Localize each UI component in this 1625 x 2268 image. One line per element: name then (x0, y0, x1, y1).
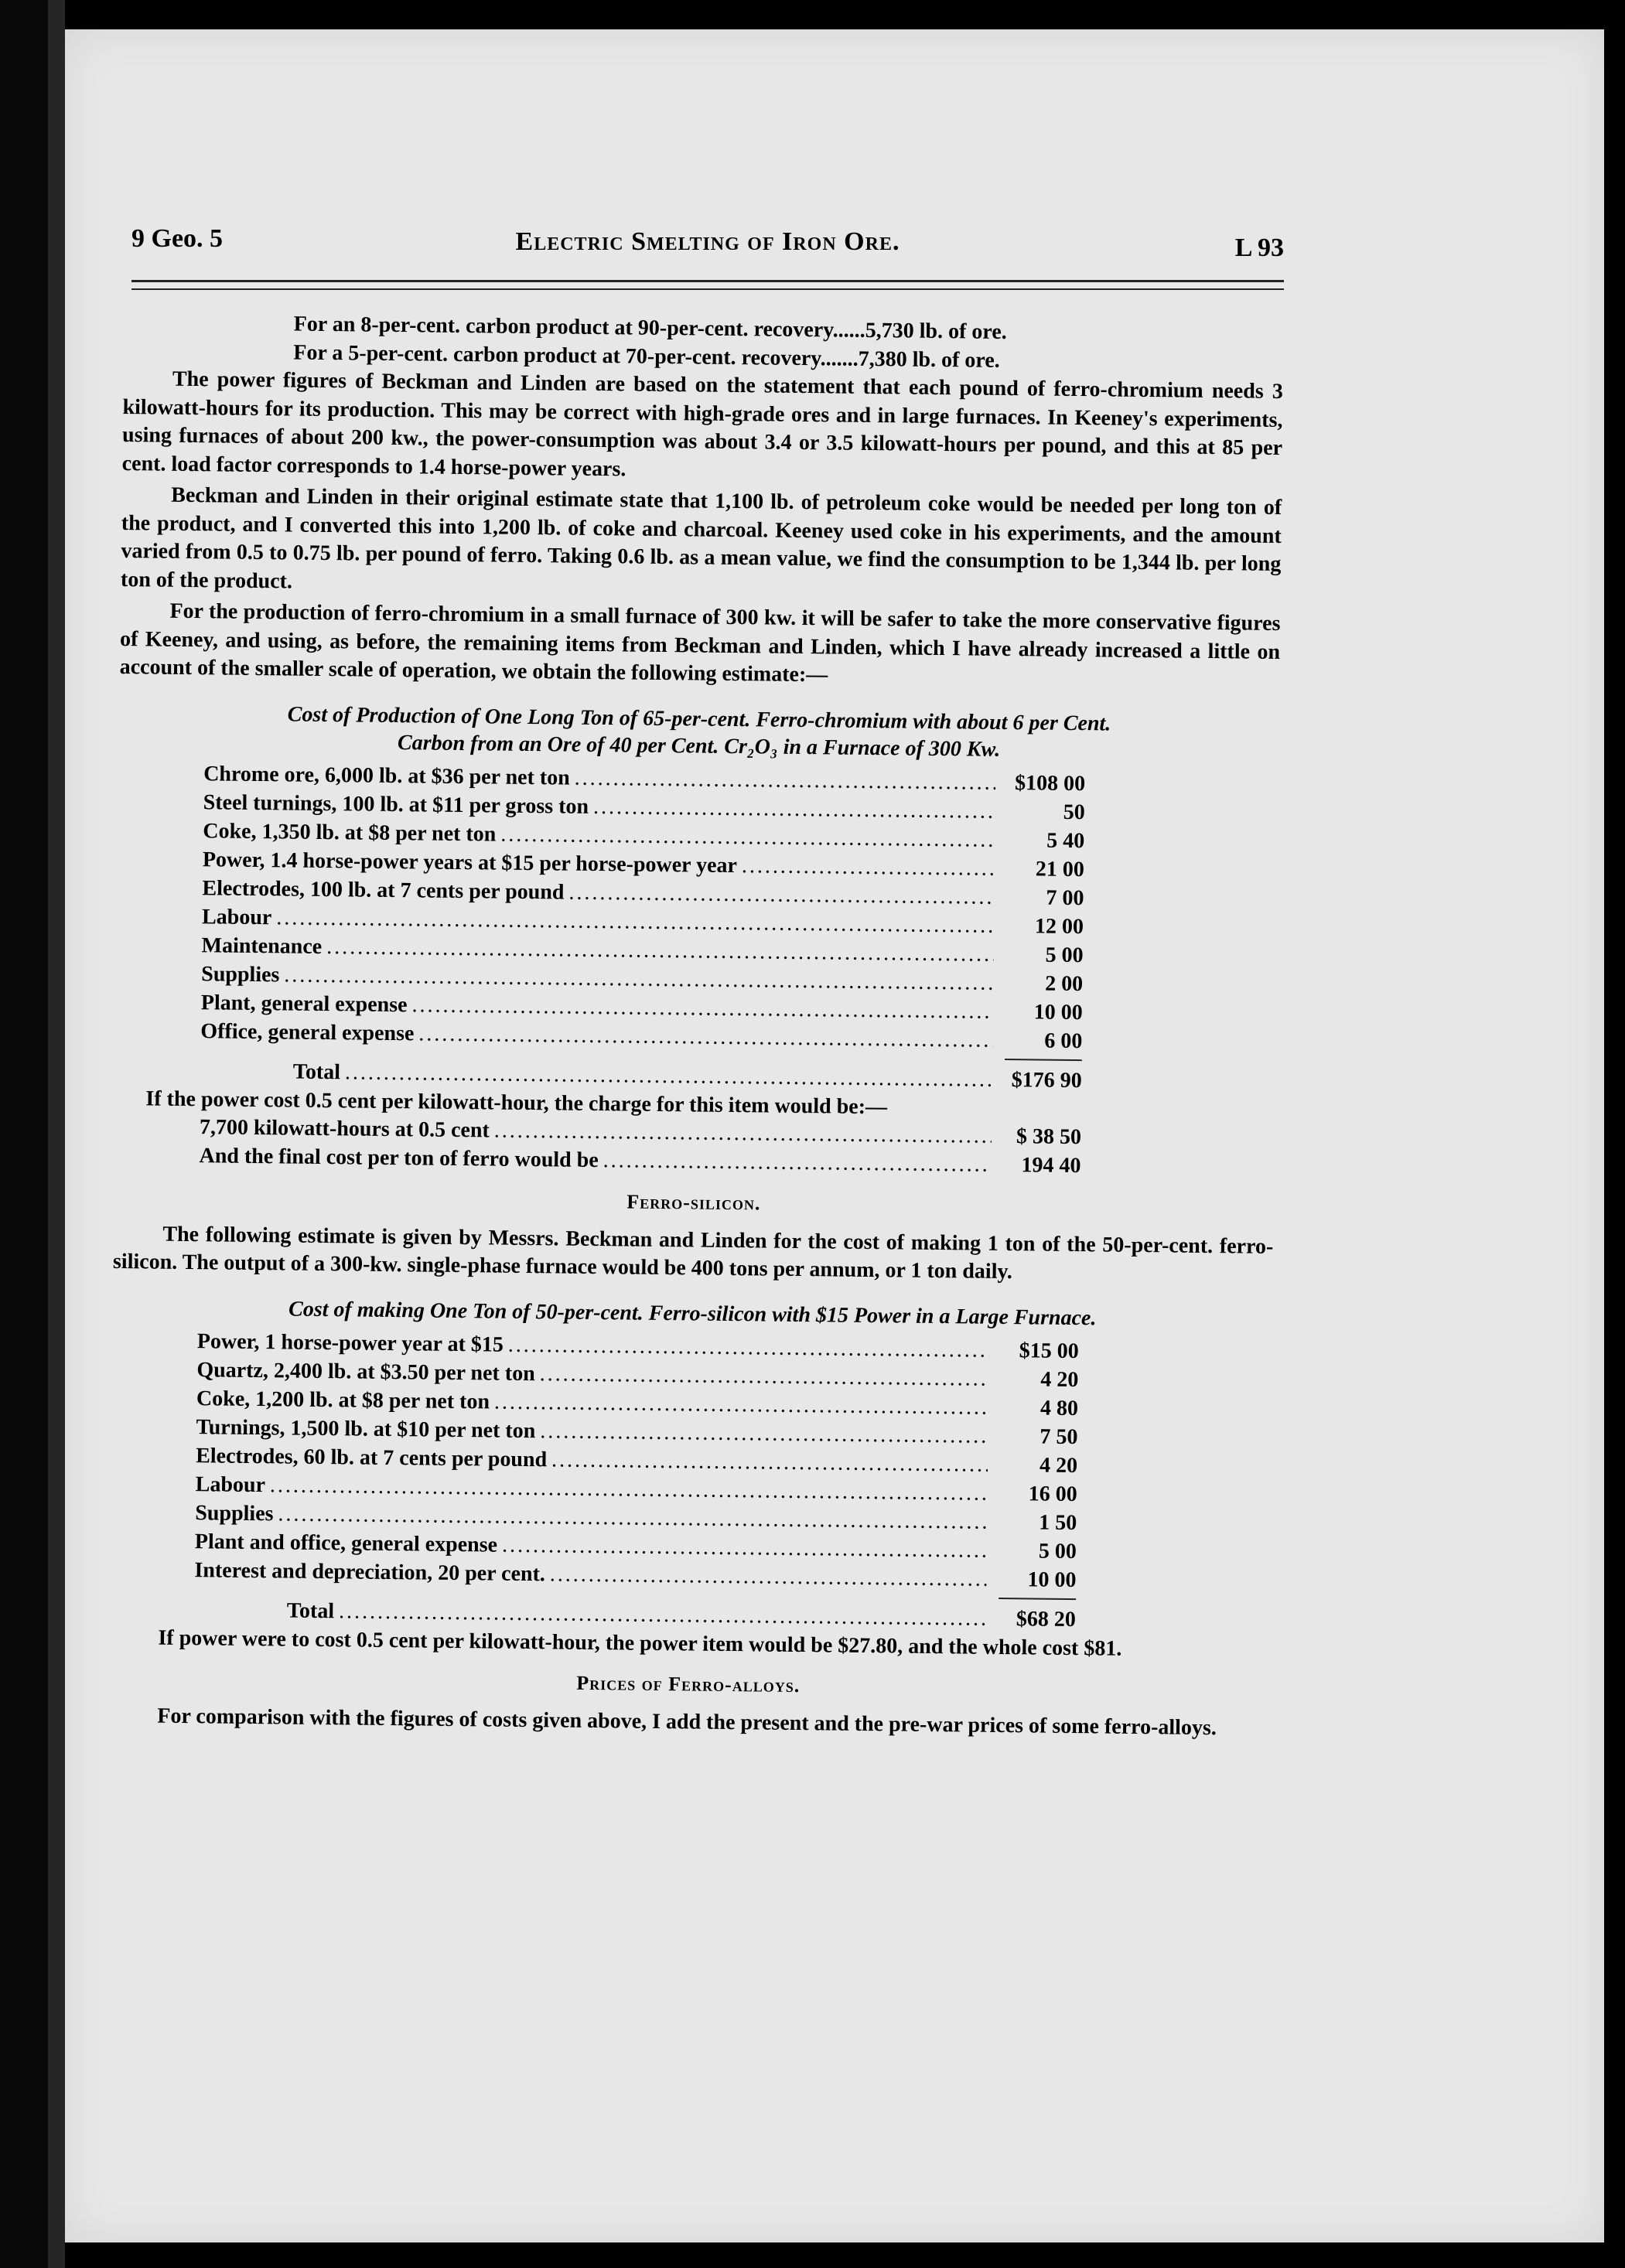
cost-item: Chrome ore, 6,000 lb. at $36 per net ton (203, 761, 570, 790)
cost-amount: 21 00 (1035, 856, 1085, 882)
dot-leader (742, 852, 995, 883)
cost-amount: 5 00 (1045, 943, 1084, 967)
cost-item: Electrodes, 60 lb. at 7 cents per pound (195, 1443, 548, 1472)
cost-amount: $108 00 (1014, 770, 1086, 796)
cost-amount: 12 00 (1034, 913, 1084, 939)
running-header (131, 218, 1284, 264)
recovery-text: For a 5-per-cent. carbon product at 70-per-cent. recovery....... (293, 340, 859, 371)
running-title: Electric Smelting of Iron Ore. (515, 227, 900, 256)
recovery-value: 5,730 lb. of ore. (865, 318, 1007, 344)
table-heading: Cost of making One Ton of 50-per-cent. Ferro-silicon with $15 Power in a Large Furnace. (288, 1297, 1097, 1330)
paragraph: The following estimate is given by Messrs. Beckman and Linden for the cost of making 1 ton of the 50-per-cent. ferro-silicon. The output of a 300-kw. single-phase furnace would be 400 tons per annum, or 1 ton daily. (112, 1222, 1274, 1284)
cost-amount: 5 40 (1046, 828, 1085, 853)
dot-leader (550, 1560, 987, 1594)
recovery-text: For an 8-per-cent. carbon product at 90-per-cent. recovery...... (293, 312, 865, 343)
cost-item: Power, 1 horse-power year at $15 (196, 1328, 504, 1357)
cost-amount: 6 00 (1044, 1028, 1083, 1053)
cost-amount: 4 20 (1040, 1367, 1079, 1392)
cost-item: Power, 1.4 horse-power years at $15 per horse-power year (202, 847, 738, 878)
cost-amount: 7 00 (1046, 885, 1084, 910)
cost-item: Plant and office, general expense (194, 1529, 498, 1557)
cost-amount: 50 (1063, 800, 1085, 824)
cost-amount: 16 00 (1028, 1481, 1077, 1506)
cost-amount: $15 00 (1019, 1338, 1079, 1363)
cost-item: Plant, general expense (200, 990, 408, 1017)
total-amount: $68 20 (1016, 1606, 1077, 1632)
dot-leader (603, 1147, 992, 1179)
cost-amount: 10 00 (1033, 999, 1083, 1025)
cost-item: Maintenance (201, 933, 323, 959)
paragraph: The power figures of Beckman and Linden are based on the statement that each pound of ferro-chromium needs 3 kilowatt-hours for its production. This may be correct with high-grade ores and in large furnaces. In Keeney's experiments, using furnaces of about 200 kw., the power-consumption was about 3.4 or 3.5 kilowatt-hours per pound, and this at 85 per cent. load factor corresponds to 1.4 horse-power years. (121, 367, 1284, 481)
paragraph: If power were to cost 0.5 cent per kilowatt-hour, the power item would be $27.80, and the whole cost $81. (158, 1625, 1122, 1661)
cost-item: Office, general expense (200, 1018, 415, 1045)
page-number: L 93 (1234, 234, 1284, 262)
cost-item: Supplies (201, 961, 280, 987)
cost-item: Interest and depreciation, 20 per cent. (194, 1557, 546, 1586)
cost-item: Coke, 1,200 lb. at $8 per net ton (196, 1386, 490, 1414)
total-label: Total (286, 1598, 335, 1623)
cost-item: Labour (201, 904, 272, 929)
ferrosilicon-cost-table (194, 1328, 1079, 1595)
header-rule (131, 280, 1284, 290)
dot-leader (508, 1331, 989, 1365)
scan-binding-strip (48, 0, 65, 2268)
cost-item: Quartz, 2,400 lb. at $3.50 per net ton (196, 1357, 535, 1386)
cost-item: 7,700 kilowatt-hours at 0.5 cent (199, 1115, 490, 1143)
section-heading: Prices of Ferro-alloys. (576, 1671, 801, 1697)
section-heading: Ferro-silicon. (626, 1190, 761, 1215)
dot-leader (551, 1446, 988, 1479)
cost-item: Labour (195, 1472, 266, 1497)
dot-leader (575, 764, 996, 797)
session-reference: 9 Geo. 5 (131, 224, 224, 253)
table-heading-line: Carbon from an Ore of 40 per Cent. Cr₂O₃ in a Furnace of 300 Kw. (397, 730, 1001, 762)
total-label: Total (292, 1059, 341, 1084)
cost-item: Steel turnings, 100 lb. at $11 per gross ton (203, 790, 589, 819)
dot-leader (540, 1360, 989, 1393)
page-body (108, 308, 1284, 1743)
dot-leader (593, 793, 995, 825)
power-note: If the power cost 0.5 cent per kilowatt-hour, the charge for this item would be:— (145, 1086, 888, 1119)
cost-item: Electrodes, 100 lb. at 7 cents per pound (202, 875, 565, 905)
table-heading-line: Cost of Production of One Long Ton of 65-per-cent. Ferro-chromium with about 6 per Cent. (287, 701, 1111, 736)
paragraph: For the production of ferro-chromium in a small furnace of 300 kw. it will be safer to take the more conservative figures of Keeney, and using, as before, the remaining items from Beckman and Linden, which I have already increased a little on account of the smaller scale of operation, we obtain the following estimate:— (119, 599, 1281, 687)
dot-leader (540, 1417, 988, 1451)
paragraph: Beckman and Linden in their original estimate state that 1,100 lb. of petroleum coke would be needed per long ton of the product, and I converted this into 1,200 lb. of coke and charcoal. Keeney used coke in his experiments, and the amount varied from 0.5 to 0.75 lb. per pound of ferro. Taking 0.6 lb. as a mean value, we find the consumption to be 1,344 lb. per long ton of the product. (120, 483, 1282, 593)
ferrochrome-cost-table (200, 760, 1085, 1056)
cost-item: And the final cost per ton of ferro would be (199, 1144, 599, 1173)
cost-item: Supplies (195, 1500, 274, 1526)
cost-amount: 10 00 (1027, 1567, 1077, 1592)
recovery-value: 7,380 lb. of ore. (858, 346, 1000, 373)
dot-leader (568, 878, 994, 912)
paragraph: For comparison with the figures of costs given above, I add the present and the pre-war prices of some ferro-alloys. (157, 1704, 1217, 1740)
cost-item: Turnings, 1,500 lb. at $10 per net ton (196, 1414, 536, 1443)
cost-amount: 194 40 (1021, 1153, 1081, 1178)
total-amount: $176 90 (1011, 1067, 1082, 1093)
cost-amount: 4 20 (1039, 1453, 1078, 1478)
cost-amount: 2 00 (1044, 971, 1084, 996)
cost-amount: 4 80 (1040, 1396, 1079, 1420)
cost-amount: $ 38 50 (1016, 1124, 1082, 1150)
cost-item: Coke, 1,350 lb. at $8 per net ton (203, 818, 497, 847)
cost-amount: 1 50 (1039, 1510, 1077, 1535)
power-adjustment (199, 1114, 1081, 1181)
cost-amount: 5 00 (1038, 1539, 1077, 1564)
table-heading (118, 698, 1279, 766)
cost-amount: 7 50 (1040, 1424, 1078, 1449)
